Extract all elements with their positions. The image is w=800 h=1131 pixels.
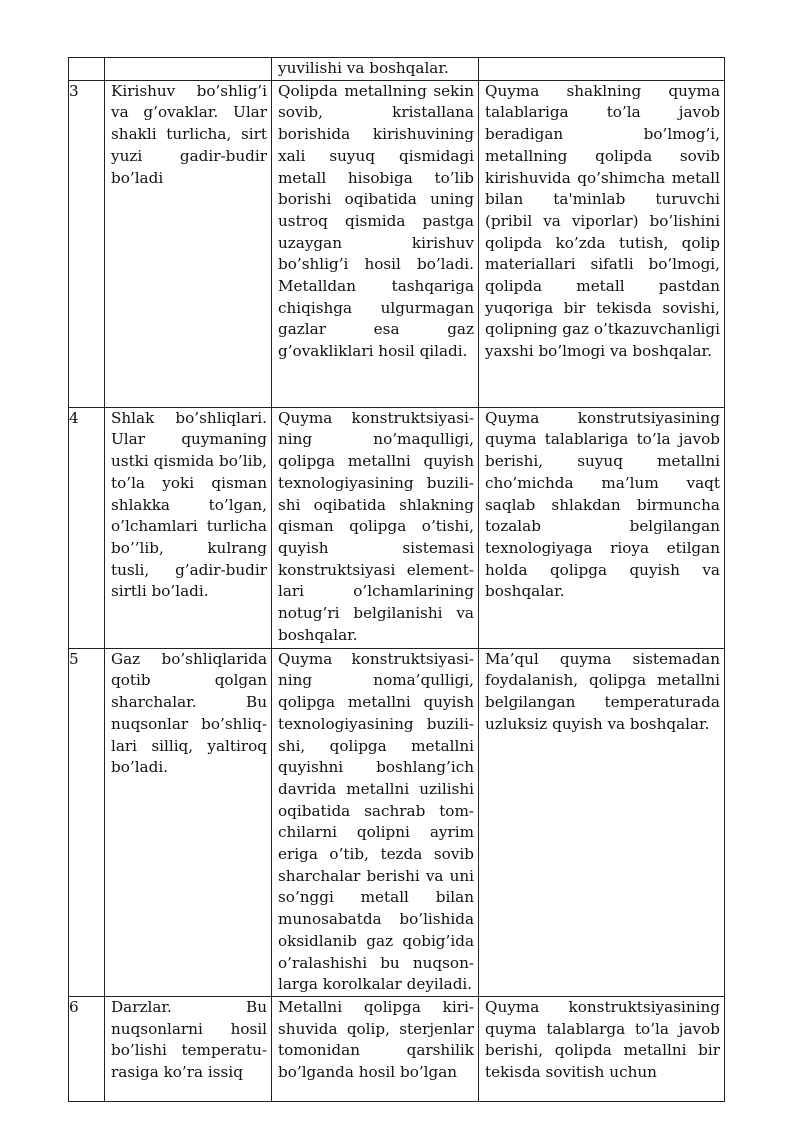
defect-description-cell: Gaz bo’shliqlarida qotib qolgan sharchalar. Bu nuqsonlar bo’shliqlari silliq, yaltiroq bo’ladi. (105, 648, 272, 996)
table-row (69, 996, 725, 1101)
defect-prevention-cell (479, 58, 725, 81)
defect-prevention-cell: Quyma shaklning quyma talablariga to’la javob beradigan bo’lmog’i, metallning qolipda sovib kirishuvida qo’shimcha metall bilan ta'minlab turuvchi (pribil va viporlar) bo’lishini qolipda ko’zda tutish, qolip materiallari sifatli bo’lmogi, qolipda metall pastdan yuqoriga bir tekisda sovishi, qolipning gaz o’tkazuvchanligi yaxshi bo’lmogi va boshqalar. (479, 80, 725, 407)
table-row (69, 407, 725, 648)
defect-description-cell: Darzlar. Bu nuqsonlarni hosil bo’lishi temperaturasiga ko’ra issiq (105, 996, 272, 1101)
defect-prevention-cell: Quyma konstrutsiyasining quyma talablariga to’la javob berishi, suyuq metallni cho’michda ma’lum vaqt saqlab shlakdan birmuncha tozalab belgilangan texnologiyaga rioya etilgan holda qolipga quyish va boshqalar. (479, 407, 725, 648)
defect-cause-cell: Quyma konstruktsiyasining no’maqulligi, qolipga metallni quyish texnologiyasining buzilishi oqibatida shlakning qisman qolipga o’tishi, quyish sistemasi konstruktsiyasi elementlari o’lchamlarining notug’ri belgilanishi va boshqalar. (272, 407, 479, 648)
defect-cause-cell: Qolipda metallning sekin sovib, kristallana borishida kirishuvining xali suyuq qismidagi metall hisobiga to’lib borishi oqibatida uning ustroq qismida pastga uzaygan kirishuv bo’shlig’i hosil bo’ladi. Metalldan tashqariga chiqishga ulgurmagan gazlar esa gaz g’ovakliklari hosil qiladi. (272, 80, 479, 407)
row-number-cell (69, 58, 105, 81)
defect-cause-cell: yuvilishi va boshqalar. (272, 58, 479, 81)
defect-description-cell: Kirishuv bo’shlig’i va g’ovaklar. Ular shakli turlicha, sirt yuzi gadir-budir bo’ladi (105, 80, 272, 407)
row-number-cell: 6 (69, 996, 105, 1101)
table-row (69, 58, 725, 81)
row-number-cell: 5 (69, 648, 105, 996)
casting-defects-table (68, 57, 725, 1102)
row-number-cell: 3 (69, 80, 105, 407)
row-number-cell: 4 (69, 407, 105, 648)
table-row (69, 80, 725, 407)
defect-cause-cell: Metallni qolipga kirishuvida qolip, sterjenlar tomonidan qarshilik bo’lganda hosil bo’lgan (272, 996, 479, 1101)
defect-description-cell (105, 58, 272, 81)
defect-cause-cell: Quyma konstruktsiyasining noma’qulligi, qolipga metallni quyish texnologiyasining buzilishi, qolipga metallni quyishni boshlang’ich davrida metallni uzilishi oqibatida sachrab tomchilarni qolipni ayrim eriga o’tib, tezda sovib sharchalar berishi va uni so’nggi metall bilan munosabatda bo’lishida oksidlanib gaz qobig’ida o’ralashishi bu nuqsonlarga korolkalar deyiladi. (272, 648, 479, 996)
defect-prevention-cell: Quyma konstruktsiyasining quyma talablarga to’la javob berishi, qolipda metallni bir tekisda sovitish uchun (479, 996, 725, 1101)
table-row (69, 648, 725, 996)
defect-description-cell: Shlak bo’shliqlari. Ular quymaning ustki qismida bo’lib, to’la yoki qisman shlakka to’lgan, o’lchamlari turlicha bo’’lib, kulrang tusli, g’adir-budir sirtli bo’ladi. (105, 407, 272, 648)
defect-prevention-cell: Ma’qul quyma sistemadan foydalanish, qolipga metallni belgilangan temperaturada uzluksiz quyish va boshqalar. (479, 648, 725, 996)
